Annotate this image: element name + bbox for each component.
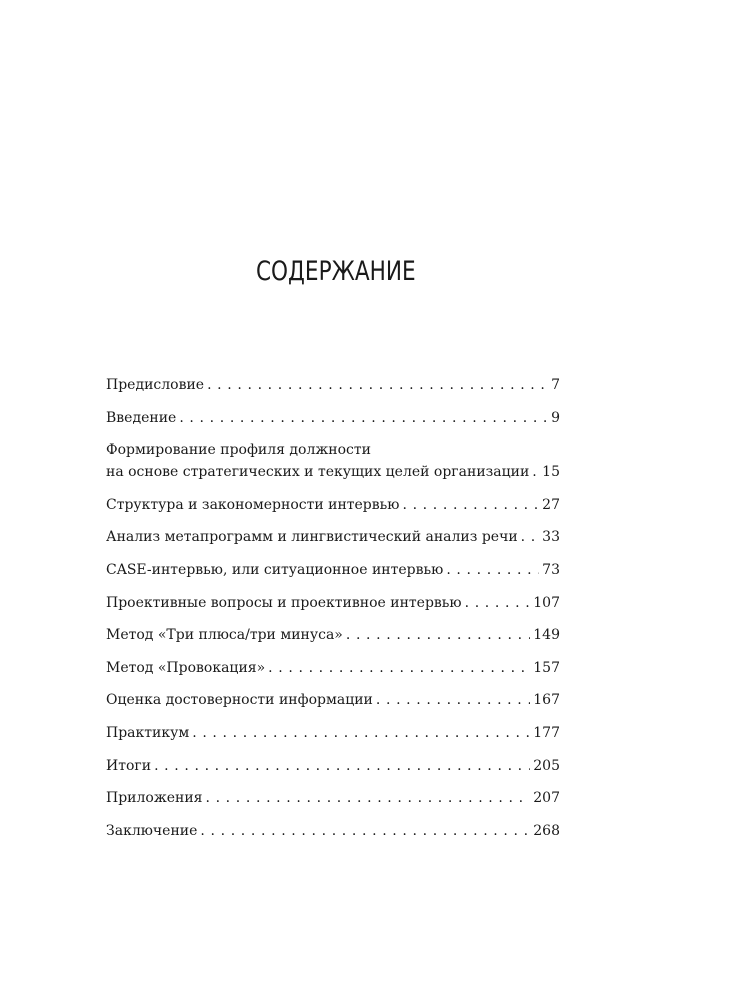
dot-leader: [268, 657, 530, 679]
toc-entry-results[interactable]: [106, 755, 560, 777]
toc-entry-provocation[interactable]: [106, 657, 560, 679]
toc-entry-label: CASE-интервью, или ситуационное интервью: [106, 561, 444, 578]
dot-leader: [200, 820, 530, 842]
dot-leader: [346, 624, 530, 646]
toc-entry-label: Метод «Три плюса/три минуса»: [106, 627, 343, 644]
toc-entry-label-line1: Формирование профиля должности: [106, 442, 371, 459]
toc-entry-job-profile[interactable]: [106, 439, 560, 483]
dot-leader: [205, 787, 530, 809]
toc-entry-introduction[interactable]: [106, 407, 560, 429]
toc-entry-page: 207: [533, 790, 560, 807]
page-title-wrapper: [226, 256, 446, 287]
toc-entry-preface[interactable]: [106, 374, 560, 396]
page-title: СОДЕРЖАНИЕ: [256, 256, 416, 287]
toc-entry-label: Приложения: [106, 790, 203, 807]
toc-entry-label: Заключение: [106, 822, 198, 839]
toc-entry-reliability[interactable]: [106, 689, 560, 711]
toc-entry-case-interview[interactable]: [106, 559, 560, 581]
toc-entry-label: Введение: [106, 409, 177, 426]
toc-entry-page: 205: [533, 757, 560, 774]
toc-entry-page: 27: [542, 496, 560, 513]
toc-entry-label: Проективные вопросы и проективное интервью: [106, 594, 462, 611]
dot-leader: [521, 526, 540, 548]
toc-entry-label: Анализ метапрограмм и лингвистический анализ речи: [106, 529, 518, 546]
toc-entry-label: Метод «Провокация»: [106, 659, 266, 676]
dot-leader: [532, 461, 539, 483]
toc-entry-page: 107: [533, 594, 560, 611]
toc-entry-three-plus-minus[interactable]: [106, 624, 560, 646]
dot-leader: [179, 407, 548, 429]
toc-entry-page: 9: [551, 409, 560, 426]
dot-leader: [446, 559, 539, 581]
toc-entry-page: 33: [542, 529, 560, 546]
toc-entry-appendices[interactable]: [106, 787, 560, 809]
toc-entry-label: Итоги: [106, 757, 152, 774]
dot-leader: [154, 755, 530, 777]
toc-entry-page: 177: [533, 724, 560, 741]
toc-entry-conclusion[interactable]: [106, 820, 560, 842]
toc-entry-label: Структура и закономерности интервью: [106, 496, 400, 513]
toc-entry-label: Оценка достоверности информации: [106, 692, 373, 709]
toc-entry-page: 167: [533, 692, 560, 709]
toc-entry-page: 268: [533, 822, 560, 839]
dot-leader: [465, 592, 531, 614]
toc-entry-label: Предисловие: [106, 377, 205, 393]
toc-entry-metaprograms[interactable]: [106, 526, 560, 548]
toc-entry-page: 15: [542, 464, 560, 481]
toc-entry-page: 73: [542, 561, 560, 578]
table-of-contents: [106, 374, 560, 852]
toc-entry-interview-structure[interactable]: [106, 494, 560, 516]
dot-leader: [376, 689, 530, 711]
toc-entry-page: 157: [533, 659, 560, 676]
dot-leader: [402, 494, 539, 516]
dot-leader: [192, 722, 530, 744]
toc-entry-projective[interactable]: [106, 592, 560, 614]
dot-leader: [207, 374, 548, 396]
toc-entry-page: 149: [533, 627, 560, 644]
toc-entry-practicum[interactable]: [106, 722, 560, 744]
toc-entry-page: 7: [551, 377, 560, 393]
toc-entry-label: Практикум: [106, 724, 190, 741]
toc-entry-label-line2: на основе стратегических и текущих целей организации: [106, 464, 530, 481]
